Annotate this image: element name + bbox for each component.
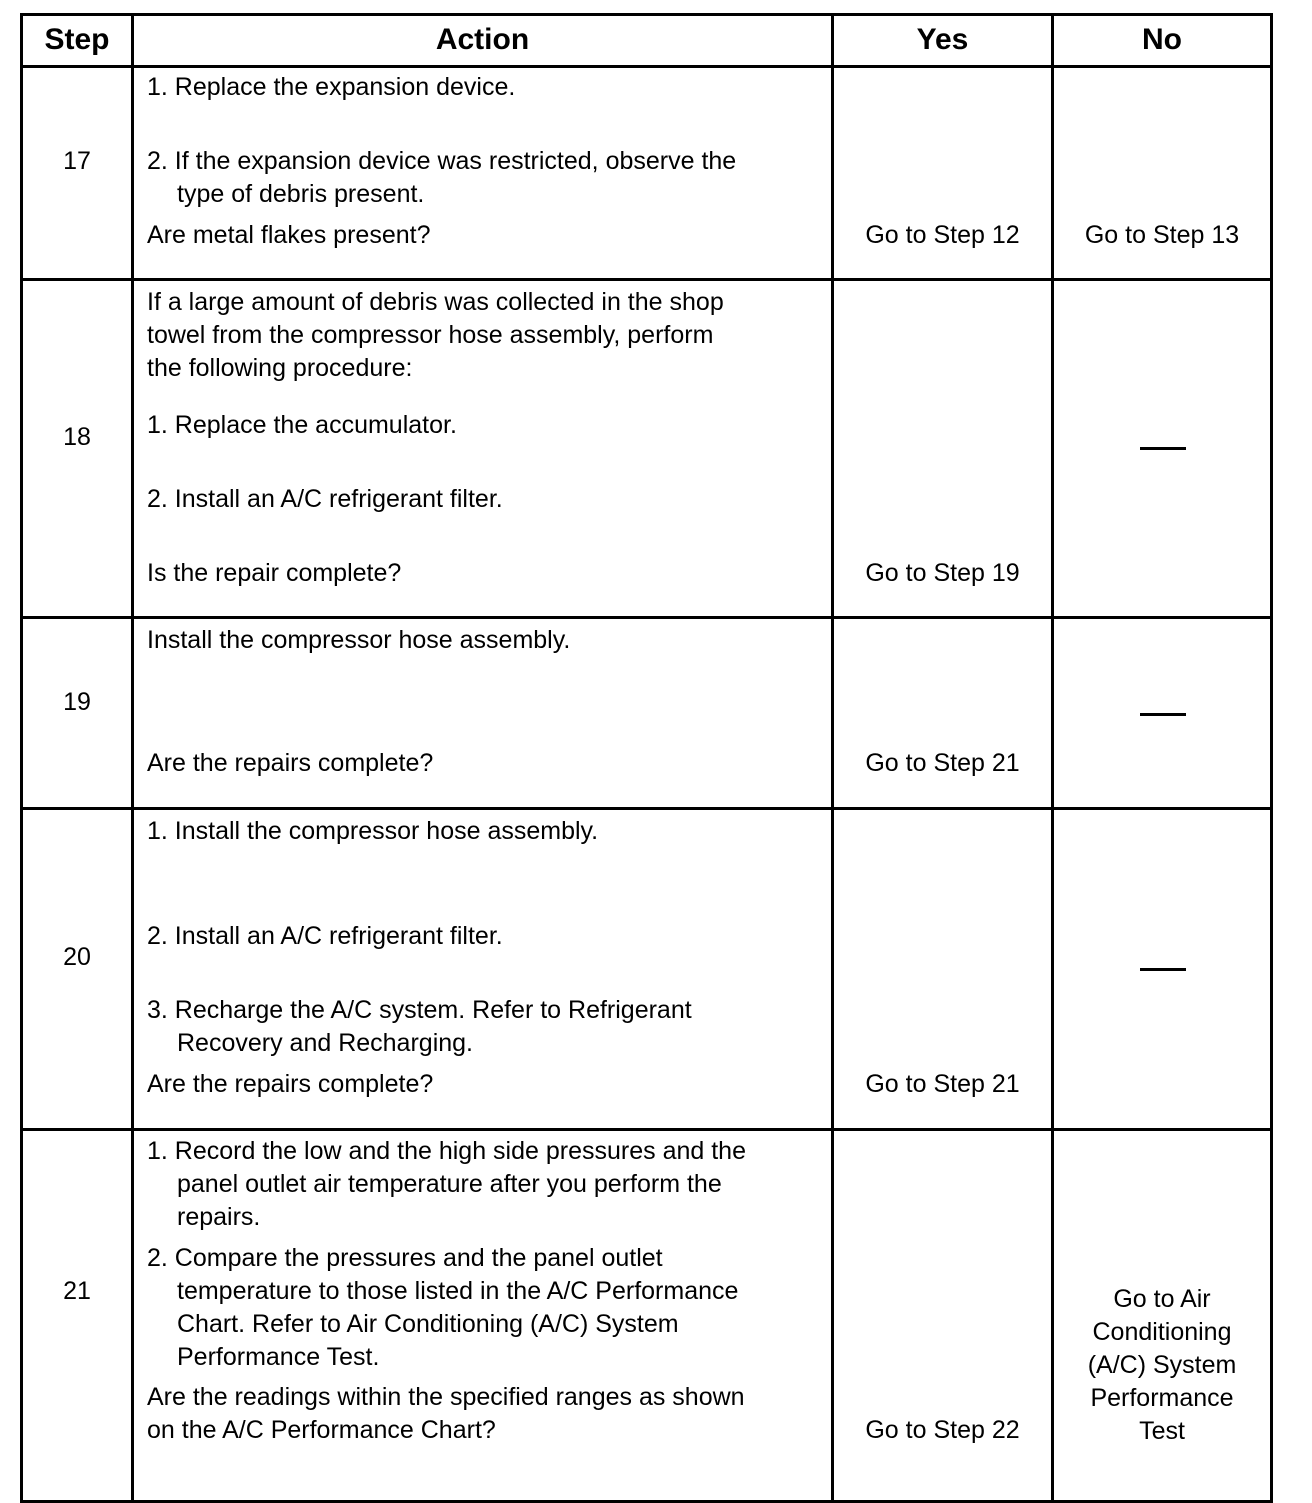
- header-step: Step: [44, 23, 110, 56]
- action-line: 1. Replace the accumulator.: [147, 411, 457, 439]
- yes-link[interactable]: Go to Step 19: [865, 559, 1020, 587]
- header-yes: Yes: [916, 23, 969, 56]
- action-question: Is the repair complete?: [147, 559, 402, 587]
- yes-link[interactable]: Go to Step 21: [865, 749, 1020, 777]
- action-question: on the A/C Performance Chart?: [147, 1416, 496, 1444]
- row-divider: [23, 616, 1270, 619]
- action-question: Are the repairs complete?: [147, 1070, 434, 1098]
- action-line: 1. Replace the expansion device.: [147, 73, 516, 101]
- yes-link[interactable]: Go to Step 21: [865, 1070, 1020, 1098]
- action-line: Performance Test.: [177, 1343, 380, 1371]
- no-link[interactable]: Test: [1139, 1417, 1185, 1445]
- step-number: 19: [63, 688, 91, 716]
- action-line: If a large amount of debris was collected in the shop: [147, 288, 724, 316]
- action-line: repairs.: [177, 1203, 261, 1231]
- diagnostic-table: [20, 13, 1273, 1503]
- row-divider: [23, 1128, 1270, 1131]
- row-divider: [23, 278, 1270, 281]
- no-dash: [1140, 713, 1186, 716]
- action-line: 2. Compare the pressures and the panel outlet: [147, 1244, 663, 1272]
- action-line: Install the compressor hose assembly.: [147, 626, 571, 654]
- row-divider: [23, 65, 1270, 68]
- no-link[interactable]: Performance: [1090, 1384, 1234, 1412]
- yes-link[interactable]: Go to Step 22: [865, 1416, 1020, 1444]
- action-question: Are the readings within the specified ranges as shown: [147, 1383, 745, 1411]
- no-link[interactable]: Conditioning: [1092, 1318, 1232, 1346]
- yes-link[interactable]: Go to Step 12: [865, 221, 1020, 249]
- action-question: Are the repairs complete?: [147, 749, 434, 777]
- action-line: 2. If the expansion device was restricted, observe the: [147, 147, 737, 175]
- action-line: type of debris present.: [177, 180, 425, 208]
- no-link[interactable]: Go to Step 13: [1084, 221, 1240, 249]
- step-number: 21: [63, 1277, 91, 1305]
- action-line: panel outlet air temperature after you perform the: [177, 1170, 722, 1198]
- header-no: No: [1142, 23, 1182, 56]
- step-number: 20: [63, 943, 91, 971]
- action-line: 3. Recharge the A/C system. Refer to Refrigerant: [147, 996, 692, 1024]
- step-number: 18: [63, 423, 91, 451]
- action-line: towel from the compressor hose assembly, perform: [147, 321, 714, 349]
- action-line: 1. Install the compressor hose assembly.: [147, 817, 599, 845]
- action-line: 2. Install an A/C refrigerant filter.: [147, 485, 503, 513]
- action-line: Recovery and Recharging.: [177, 1029, 473, 1057]
- action-line: Chart. Refer to Air Conditioning (A/C) System: [177, 1310, 679, 1338]
- action-line: the following procedure:: [147, 354, 413, 382]
- no-dash: [1140, 968, 1186, 971]
- action-question: Are metal flakes present?: [147, 221, 431, 249]
- no-link[interactable]: (A/C) System: [1087, 1351, 1237, 1379]
- action-line: temperature to those listed in the A/C Performance: [177, 1277, 739, 1305]
- no-dash: [1140, 447, 1186, 450]
- no-link[interactable]: Go to Air: [1113, 1285, 1211, 1313]
- action-line: 1. Record the low and the high side pressures and the: [147, 1137, 746, 1165]
- action-line: 2. Install an A/C refrigerant filter.: [147, 922, 503, 950]
- header-action: Action: [435, 23, 530, 56]
- column-divider: [131, 16, 134, 1500]
- row-divider: [23, 807, 1270, 810]
- step-number: 17: [63, 147, 91, 175]
